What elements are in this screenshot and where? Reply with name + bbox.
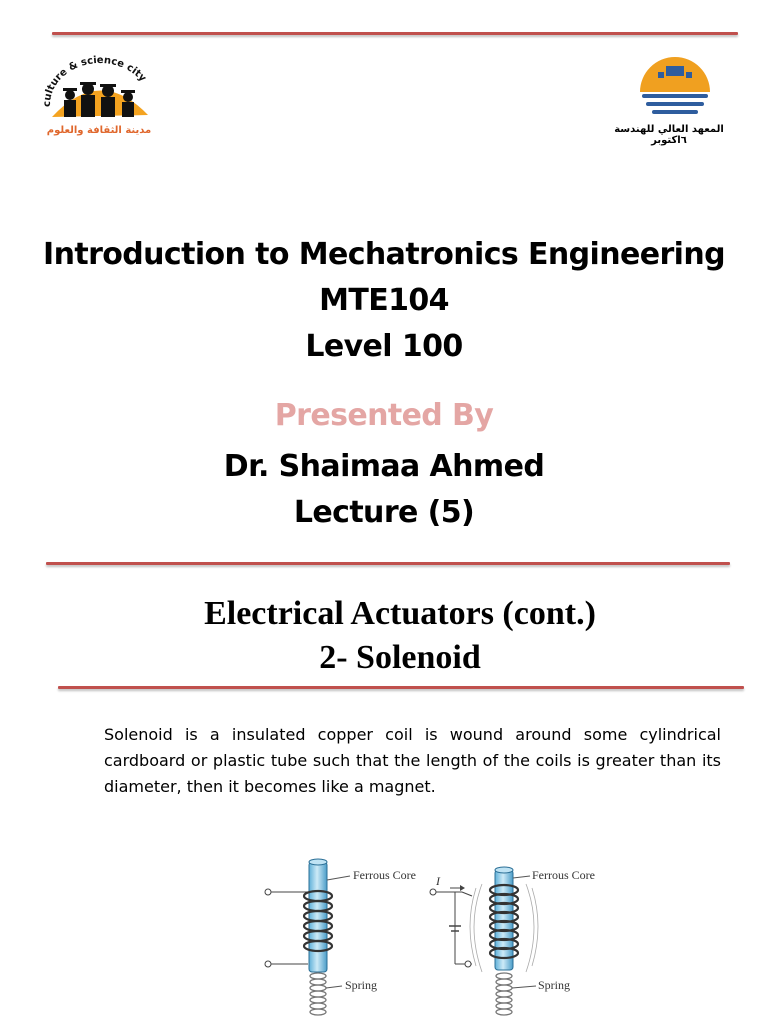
lecture-number: Lecture (5) <box>293 495 475 530</box>
solenoid-figure <box>250 848 610 1024</box>
section-divider <box>58 686 744 689</box>
course-code: MTE104 <box>319 283 449 318</box>
middle-divider <box>46 562 730 565</box>
solenoid-description: Solenoid is a insulated copper coil is wound around some cylindrical cardboard or plastic tube such that the length of the coils is greater than its diameter, then it becomes like a magnet. <box>104 725 721 796</box>
course-title: Introduction to Mechatronics Engineering <box>43 237 725 272</box>
left-core-label: Ferrous Core <box>353 868 416 882</box>
course-level: Level 100 <box>305 329 463 364</box>
section-subtitle: 2- Solenoid <box>319 639 481 676</box>
author-block <box>0 444 768 536</box>
right-spring-label: Spring <box>538 978 571 992</box>
logo-right-caption: المعهد العالي للهندسة ٦اكتوبر <box>614 124 724 146</box>
logo-left-caption: مدينة الثقافة والعلوم <box>46 125 152 136</box>
course-title-block <box>0 232 768 370</box>
current-label: I <box>436 874 440 888</box>
top-divider <box>52 32 738 35</box>
culture-science-city-logo <box>40 55 160 145</box>
presented-by-label: Presented By <box>274 398 494 433</box>
right-solenoid <box>430 867 538 1015</box>
section-heading <box>0 592 768 680</box>
logo-arc-text: culture & science city <box>41 55 149 108</box>
section-title: Electrical Actuators (cont.) <box>204 595 596 632</box>
right-core-label: Ferrous Core <box>532 868 595 882</box>
institute-logo <box>600 50 740 145</box>
left-spring-label: Spring <box>345 978 378 992</box>
left-solenoid <box>265 859 350 1015</box>
author-name: Dr. Shaimaa Ahmed <box>223 449 545 484</box>
